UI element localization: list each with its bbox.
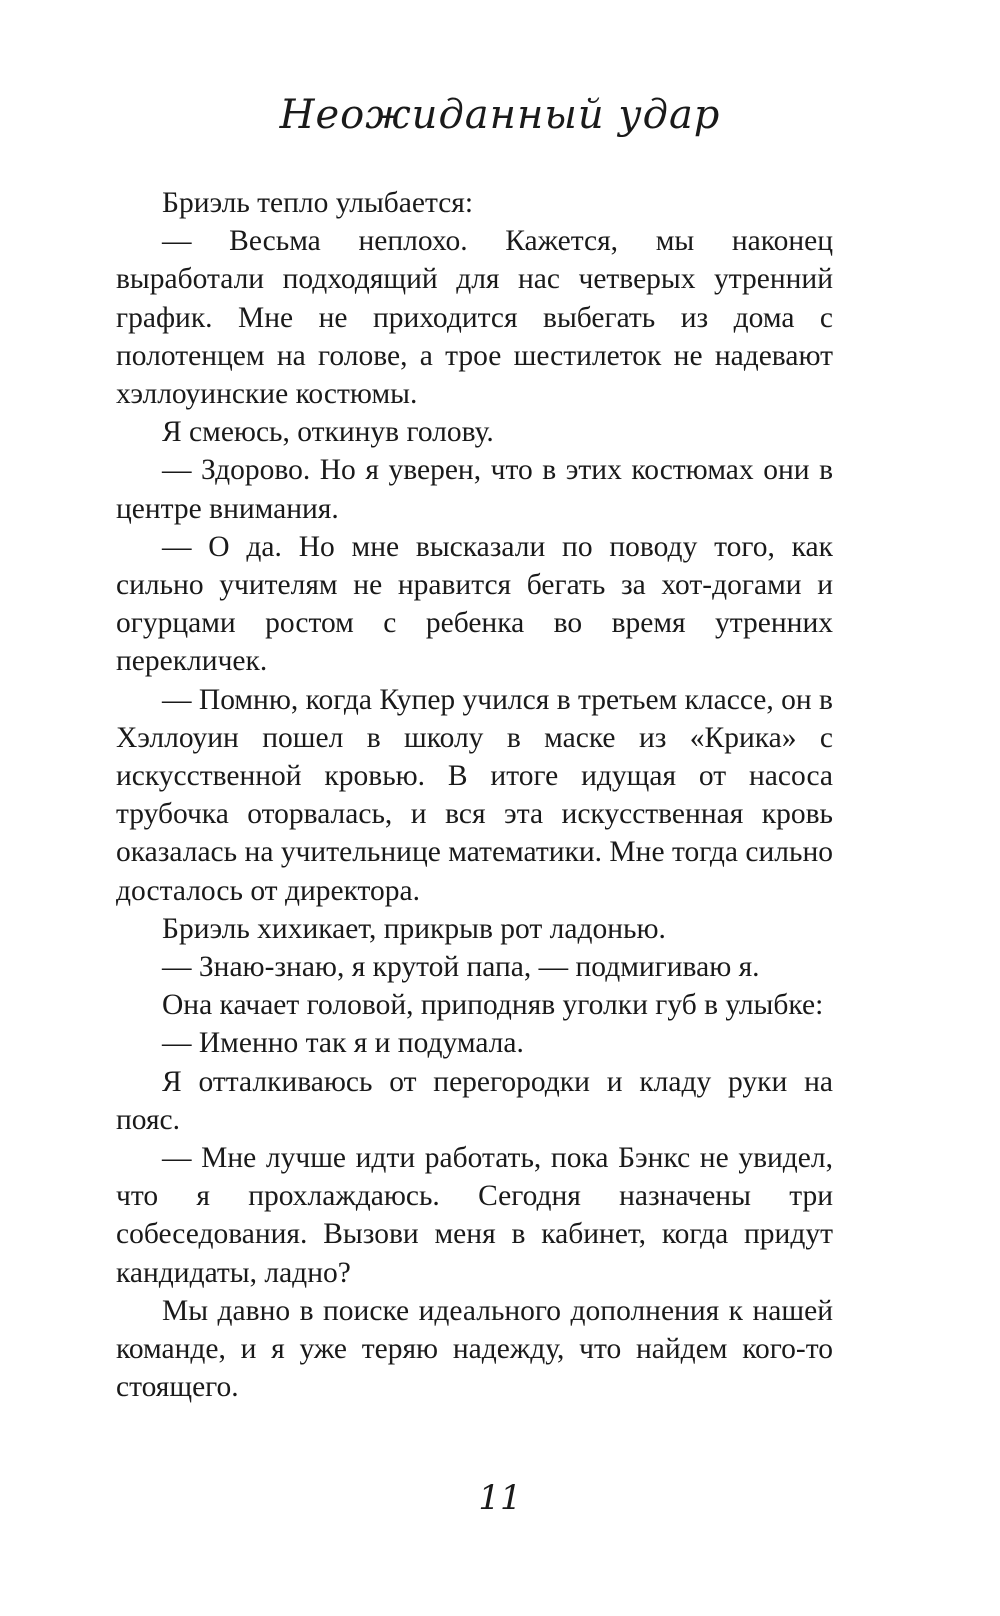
paragraph: Бриэль хихикает, прикрыв рот ладонью. [162,912,666,945]
paragraph: Я отталкиваюсь от перегородки и кладу руки на пояс. [116,1065,833,1136]
paragraph: — Знаю-знаю, я крутой папа, — подмигиваю я. [162,951,760,984]
paragraph: — Именно так я и подумала. [162,1027,524,1060]
paragraph: — Весьма неплохо. Кажется, мы наконец выработали подходящий для нас четверых утренний график. Мне не приходится выбегать из дома с полотенцем на голове, а трое шестилеток не надевают хэллоуинские костюмы. [116,225,833,411]
paragraph: Бриэль тепло улыбается: [162,187,474,219]
paragraph: Я смеюсь, откинув голову. [162,416,494,449]
paragraph: — О да. Но мне высказали по поводу того, как сильно учителям не нравится бегать за хот-догами и огурцами ростом с ребенка во время утренних перекличек. [116,530,833,678]
running-head: Неожиданный удар [279,92,721,138]
paragraph: — Здорово. Но я уверен, что в этих костюмах они в центре внимания. [116,454,833,525]
paragraph: Она качает головой, приподняв уголки губ в улыбке: [162,989,824,1022]
paragraph: — Мне лучше идти работать, пока Бэнкс не увидел, что я прохлаждаюсь. Сегодня назначены три собеседования. Вызови меня в кабинет, когда придут кандидаты, ладно? [116,1142,833,1289]
body-text [116,184,833,1407]
page-number: 11 [478,1478,522,1518]
paragraph: — Помню, когда Купер учился в третьем классе, он в Хэллоуин пошел в школу в маске из «Крика» с искусственной кровью. В итоге идущая от насоса трубочка оторвалась, и вся эта искусственная кровь оказалась на учительнице математики. Мне тогда сильно досталось от директора. [116,683,833,907]
paragraph: Мы давно в поиске идеального дополнения к нашей команде, и я уже теряю надежду, что найдем кого-то стоящего. [116,1294,833,1404]
